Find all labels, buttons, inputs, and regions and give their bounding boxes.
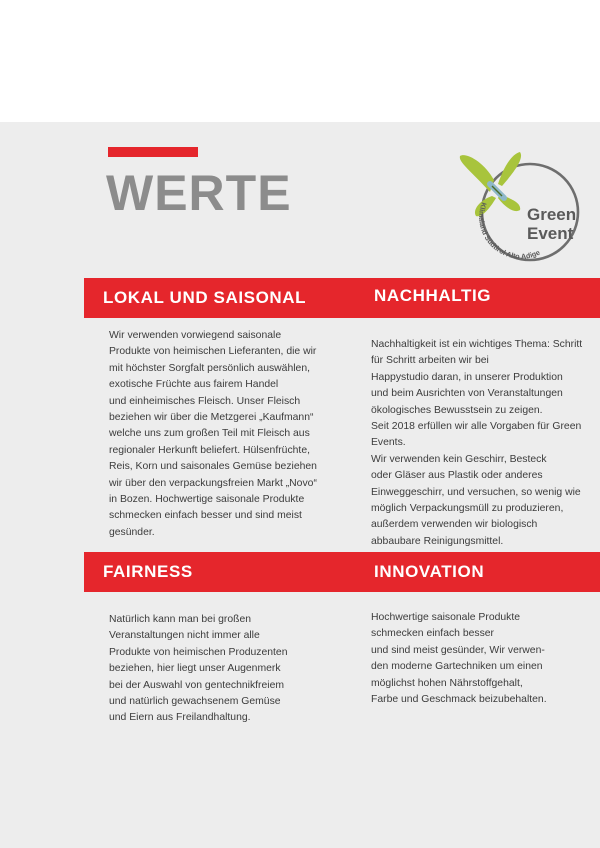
heading-innovation: INNOVATION bbox=[374, 562, 485, 581]
logo-line1: Green bbox=[527, 205, 577, 224]
text-innovation: Hochwertige saisonale Produkte schmecken einfach besser und sind meist gesünder, Wir verwen- den moderne Gartechniken um einen möglichst hohen Nährstoffgehalt, Farbe und Geschmack beizubehalten. bbox=[371, 612, 547, 706]
heading-lokal-saisonal: LOKAL UND SAISONAL bbox=[103, 288, 307, 307]
green-event-logo bbox=[452, 140, 580, 268]
text-nachhaltig: Nachhaltigkeit ist ein wichtiges Thema: Schritt für Schritt arbeiten wir bei Happystudio daran, in unserer Produktion und beim Ausrichten von Veranstaltungen ökologisches Bewusstsein zu zeigen. Seit 2018 erfüllen wir alle Vorgaben für Green Events. Wir verwenden kein Geschirr, Besteck oder Gläser aus Plastik oder anderes Einweggeschirr, und versuchen, so wenig wie möglich Verpackungsmüll zu produzieren, außerdem verwenden wir biologisch abbaubare Reinigungsmittel. bbox=[371, 339, 583, 547]
butterfly-icon bbox=[460, 152, 521, 216]
heading-nachhaltig: NACHHALTIG bbox=[374, 286, 492, 305]
page-title: WERTE bbox=[106, 165, 292, 221]
logo-line2: Event bbox=[527, 224, 574, 243]
logo-arc-textpath: Klimaland Südtirol Alto Adige bbox=[477, 201, 542, 261]
text-lokal-saisonal: Wir verwenden vorwiegend saisonale Produkte von heimischen Lieferanten, die wir mit höchster Sorgfalt persönlich auswählen, exotische Früchte aus fairem Handel und einheimisches Fleisch. Unser Fleisch beziehen wir über die Metzgerei „Kaufmann“ welche uns zum großen Teil mit Fleisch aus regionaler Herkunft beliefert. Hülsenfrüchte, Reis, Korn und saisonales Gemüse beziehen wir über den verpackungsfreien Markt „Novo“ in Bozen. Hochwertige saisonale Produkte schmecken einfach besser und sind meist gesünder. bbox=[109, 330, 317, 538]
heading-fairness: FAIRNESS bbox=[103, 562, 193, 581]
title-accent-bar bbox=[108, 147, 198, 157]
text-fairness: Natürlich kann man bei großen Veranstaltungen nicht immer alle Produkte von heimischen Produzenten beziehen, hier liegt unser Augenmerk bei der Auswahl von gentechnikfreiem und natürlich gewachsenem Gemüse und Eiern aus Freilandhaltung. bbox=[109, 614, 288, 724]
